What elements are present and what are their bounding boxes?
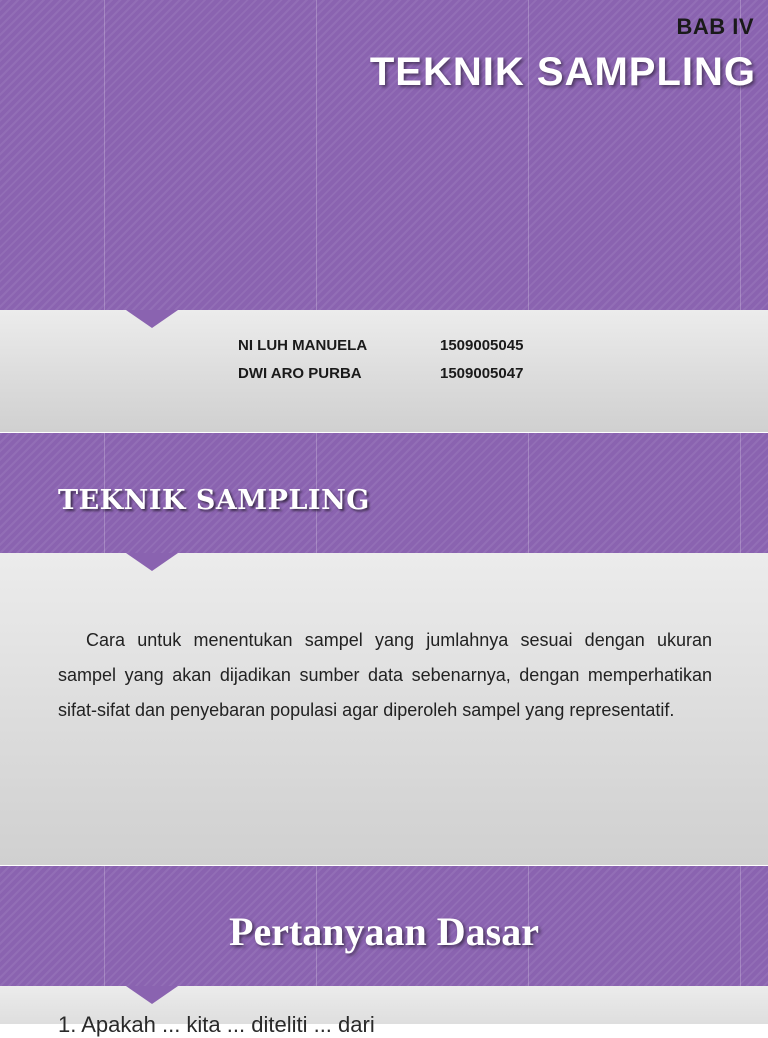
chapter-label: BAB IV	[676, 14, 754, 39]
slide3-header	[0, 866, 768, 986]
author-id: 1509005047	[440, 365, 524, 382]
list-item-partial: 1. Apakah ... kita ... diteliti ... dari	[58, 1012, 375, 1037]
slide3-body-panel	[0, 986, 768, 1037]
slide2-body-panel	[0, 553, 768, 865]
author-name: NI LUH MANUELA	[238, 337, 368, 354]
slide1-title: TEKNIK SAMPLING	[369, 50, 756, 94]
notch-arrow	[126, 553, 178, 571]
slide1-header	[0, 0, 768, 310]
slide2-header	[0, 433, 768, 553]
notch-arrow	[126, 310, 178, 328]
slide2-title: TEKNIK SAMPLING	[58, 485, 370, 516]
slide3-title: Pertanyaan Dasar	[229, 909, 539, 954]
slide1-authors-panel	[0, 310, 768, 432]
decorative-lines	[0, 0, 768, 310]
author-name: DWI ARO PURBA	[238, 365, 362, 382]
definition-paragraph: Cara untuk menentukan sampel yang jumlahnya sesuai dengan ukuran sampel yang akan dijadikan sumber data sebenarnya, dengan memperhatikan sifat-sifat dan penyebaran populasi agar diperoleh sampel yang representatif.	[58, 630, 712, 720]
notch-arrow	[126, 986, 178, 1004]
author-id: 1509005045	[440, 337, 524, 354]
